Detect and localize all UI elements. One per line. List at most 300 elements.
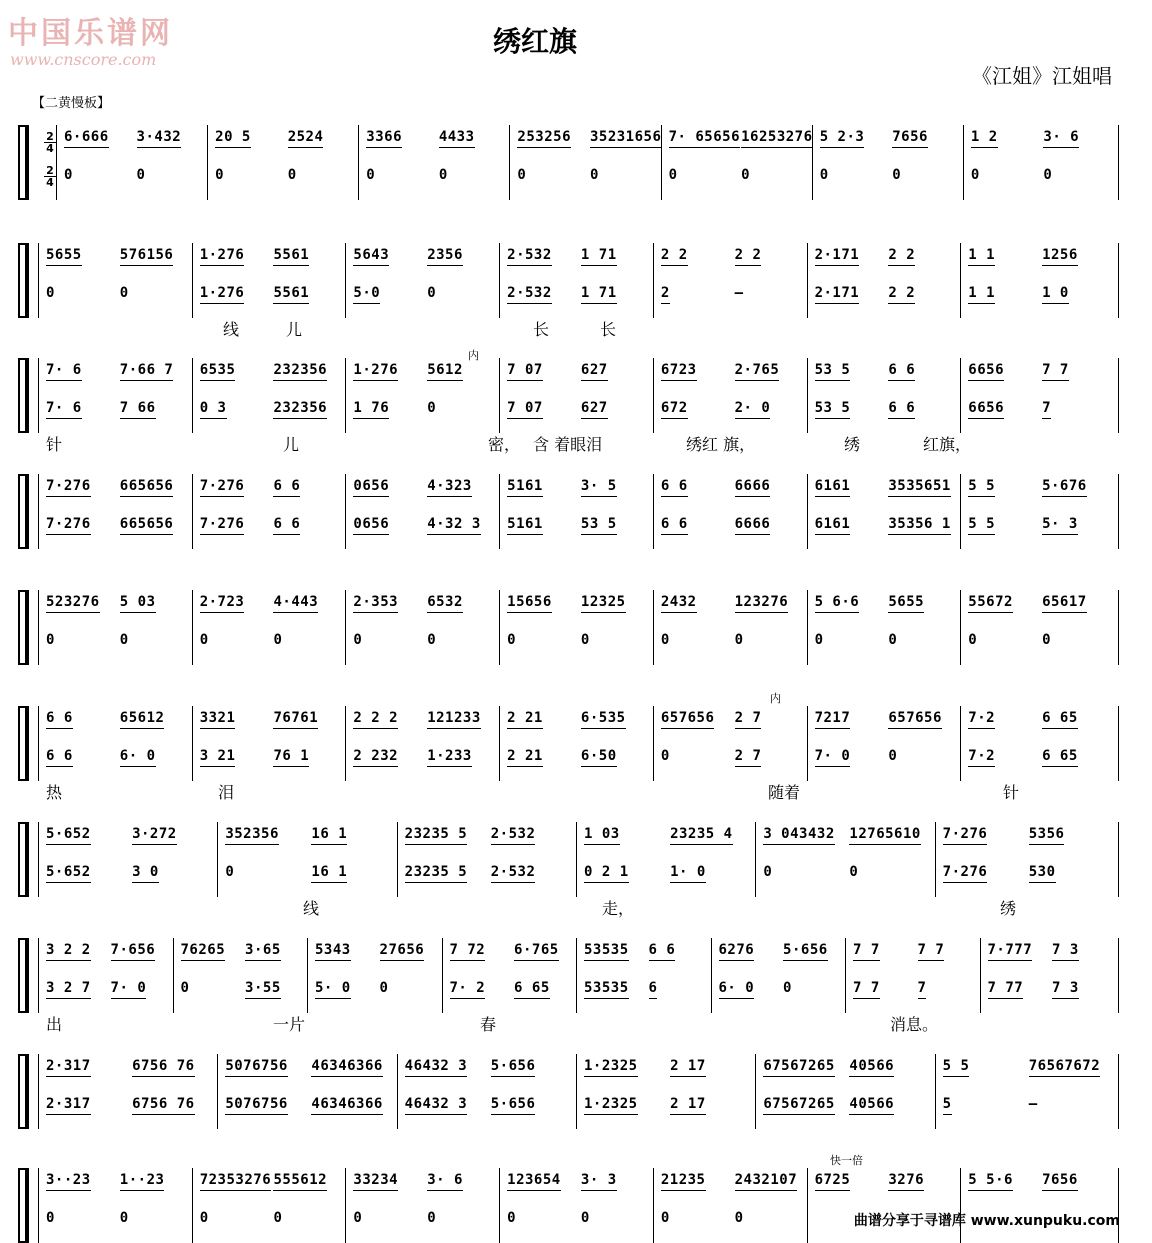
accompaniment-note-group: 5· 0 bbox=[315, 980, 351, 999]
melody-note-group: 1 03 bbox=[584, 826, 620, 845]
accompaniment-note-group: 5 bbox=[943, 1096, 952, 1115]
accompaniment-note-group: 672 bbox=[661, 400, 688, 419]
melody-note-group: 555612 bbox=[273, 1172, 327, 1191]
barline bbox=[499, 1168, 500, 1243]
accompaniment-note-group: 6 6 bbox=[273, 516, 300, 535]
system-bracket bbox=[18, 1054, 27, 1129]
accompaniment-note-group: 2· 0 bbox=[735, 400, 771, 419]
accompaniment-note-group: 7 77 bbox=[988, 980, 1024, 999]
melody-note-group: 7 7 bbox=[1042, 362, 1069, 381]
melody-note-group: 1 71 bbox=[581, 247, 617, 266]
melody-note-group: 7 72 bbox=[450, 942, 486, 961]
melody-note-group: 6723 bbox=[661, 362, 697, 381]
accompaniment-note-group: 2 2 bbox=[888, 285, 915, 304]
barline bbox=[845, 938, 846, 1013]
accompaniment-note-group: 0 bbox=[366, 167, 376, 183]
melody-note-group: 6 6 bbox=[273, 478, 300, 497]
lyric: 随着 bbox=[768, 783, 801, 802]
melody-note-group: 5·656 bbox=[491, 1058, 536, 1077]
melody-note-group: 3·65 bbox=[245, 942, 281, 961]
melody-note-group: 352356 bbox=[225, 826, 279, 845]
accompaniment-note-group: 7·276 bbox=[200, 516, 245, 535]
barline bbox=[1118, 1054, 1119, 1129]
melody-note-group: 5 5 bbox=[943, 1058, 970, 1077]
barline bbox=[653, 590, 654, 665]
barline bbox=[653, 706, 654, 781]
barline bbox=[576, 938, 577, 1013]
lyric: 泪 bbox=[218, 783, 235, 802]
score-system bbox=[18, 358, 1122, 454]
lyric: 长 bbox=[533, 320, 550, 339]
barline bbox=[807, 474, 808, 549]
accompaniment-note-group: 0 bbox=[225, 864, 235, 880]
accompaniment-note-group: 40566 bbox=[849, 1096, 894, 1115]
system-bracket bbox=[18, 1168, 27, 1243]
barline bbox=[1118, 1168, 1119, 1243]
melody-note-group: 6656 bbox=[968, 362, 1004, 381]
accompaniment-note-group: 7·276 bbox=[943, 864, 988, 883]
melody-note-group: 665656 bbox=[120, 478, 174, 497]
melody-note-group: 72353276 bbox=[200, 1172, 271, 1191]
accompaniment-note-group: 53 5 bbox=[581, 516, 617, 535]
barline bbox=[38, 590, 39, 665]
melody-note-group: 121233 bbox=[427, 710, 481, 729]
accompaniment-note-group: 0 bbox=[819, 167, 829, 183]
melody-note-group: 5643 bbox=[353, 247, 389, 266]
melody-note-group: 2·723 bbox=[200, 594, 245, 613]
barline bbox=[499, 474, 500, 549]
accompaniment-note-group: 0 bbox=[517, 167, 527, 183]
lyric: 线 bbox=[303, 899, 320, 918]
accompaniment-note-group: 0 bbox=[892, 167, 902, 183]
barline bbox=[807, 358, 808, 433]
barline bbox=[755, 1054, 756, 1129]
melody-note-group: 1·2325 bbox=[584, 1058, 638, 1077]
barline bbox=[192, 358, 193, 433]
accompaniment-note-group: 0 bbox=[734, 632, 744, 648]
barline bbox=[345, 358, 346, 433]
accompaniment-note-group: 0 bbox=[273, 1210, 283, 1226]
barline bbox=[38, 706, 39, 781]
melody-note-group: 4·443 bbox=[273, 594, 318, 613]
lyric: 出 bbox=[46, 1015, 63, 1034]
accompaniment-note-group: 6· 0 bbox=[120, 748, 156, 767]
melody-note-group: 7 3 bbox=[1052, 942, 1079, 961]
accompaniment-note-group: 6 65 bbox=[1042, 748, 1078, 767]
score-system bbox=[18, 938, 1122, 1034]
watermark-url: www.cnscore.com bbox=[10, 50, 157, 69]
melody-note-group: 123654 bbox=[507, 1172, 561, 1191]
accompaniment-note-group: 6 6 bbox=[888, 400, 915, 419]
barline bbox=[217, 822, 218, 897]
accompaniment-note-group: 0 bbox=[660, 632, 670, 648]
lyric: 儿 bbox=[286, 320, 303, 339]
barline bbox=[192, 1168, 193, 1243]
tempo-change-mark: 快一倍 bbox=[830, 1154, 863, 1167]
barline bbox=[1118, 590, 1119, 665]
melody-note-group: 3· 6 bbox=[427, 1172, 463, 1191]
melody-note-group: 53 5 bbox=[815, 362, 851, 381]
accompaniment-note-group: 0 bbox=[427, 1210, 437, 1226]
melody-note-group: 657656 bbox=[888, 710, 942, 729]
melody-note-group: 7·777 bbox=[988, 942, 1033, 961]
time-signature: 2 4 bbox=[44, 131, 56, 154]
barline bbox=[192, 706, 193, 781]
accompaniment-note-group: 6 bbox=[649, 980, 658, 999]
melody-note-group: 2 2 bbox=[735, 247, 762, 266]
accompaniment-note-group: 0 bbox=[180, 980, 190, 996]
melody-note-group: 3··23 bbox=[46, 1172, 91, 1191]
accompaniment-note-group: 6161 bbox=[815, 516, 851, 535]
barline bbox=[935, 1054, 936, 1129]
score-system bbox=[18, 590, 1122, 665]
melody-note-group: 1··23 bbox=[120, 1172, 165, 1191]
accompaniment-note-group: 2·317 bbox=[46, 1096, 91, 1115]
melody-note-group: 3535651 bbox=[888, 478, 951, 497]
barline bbox=[499, 358, 500, 433]
accompaniment-note-group: 2 7 bbox=[735, 748, 762, 767]
accompaniment-note-group: 0 bbox=[199, 632, 209, 648]
barline bbox=[755, 822, 756, 897]
melody-note-group: 3·272 bbox=[132, 826, 177, 845]
barline bbox=[960, 474, 961, 549]
accompaniment-note-group: 0 bbox=[763, 864, 773, 880]
barline bbox=[960, 243, 961, 318]
melody-note-group: 2 2 2 bbox=[353, 710, 398, 729]
accompaniment-note-group: 0 bbox=[427, 285, 437, 301]
accompaniment-note-group: 0 bbox=[438, 167, 448, 183]
melody-note-group: 23235 4 bbox=[670, 826, 733, 845]
accompaniment-note-group: 0 bbox=[734, 1210, 744, 1226]
melody-note-group: 5 03 bbox=[120, 594, 156, 613]
melody-note-group: 3 2 2 bbox=[46, 942, 91, 961]
barline bbox=[980, 938, 981, 1013]
melody-note-group: 4·323 bbox=[427, 478, 472, 497]
melody-note-group: 2·317 bbox=[46, 1058, 91, 1077]
melody-note-group: 12765610 bbox=[849, 826, 920, 845]
melody-note-group: 6276 bbox=[719, 942, 755, 961]
accompaniment-note-group: 1·2325 bbox=[584, 1096, 638, 1115]
accompaniment-note-group: 530 bbox=[1029, 864, 1056, 883]
melody-note-group: 253256 bbox=[517, 129, 571, 148]
accompaniment-note-group: 0 bbox=[273, 632, 283, 648]
accompaniment-note-group: 7· 0 bbox=[111, 980, 147, 999]
accompaniment-note-group: 0 3 bbox=[200, 400, 227, 419]
system-bracket bbox=[18, 474, 27, 549]
lyric: 线 bbox=[223, 320, 240, 339]
melody-note-group: 2 17 bbox=[670, 1058, 706, 1077]
melody-note-group: 2432107 bbox=[735, 1172, 798, 1191]
melody-note-group: 7·276 bbox=[943, 826, 988, 845]
melody-note-group: 5 2·3 bbox=[820, 129, 865, 148]
accompaniment-note-group: 0 bbox=[668, 167, 678, 183]
melody-note-group: 2·765 bbox=[735, 362, 780, 381]
barline bbox=[807, 706, 808, 781]
melody-note-group: 53535 bbox=[584, 942, 629, 961]
accompaniment-note-group: 627 bbox=[581, 400, 608, 419]
melody-note-group: 2356 bbox=[427, 247, 463, 266]
melody-note-group: 76567672 bbox=[1029, 1058, 1100, 1077]
melody-note-group: 5356 bbox=[1029, 826, 1065, 845]
melody-note-group: 4433 bbox=[439, 129, 475, 148]
accompaniment-note-group: 5·0 bbox=[353, 285, 380, 304]
accompaniment-note-group: 6·50 bbox=[581, 748, 617, 767]
melody-note-group: 5 6·6 bbox=[815, 594, 860, 613]
accompaniment-note-group: 0 bbox=[1042, 632, 1051, 648]
melody-note-group: 6·535 bbox=[581, 710, 626, 729]
accompaniment-note-group: 67567265 bbox=[763, 1096, 834, 1115]
barline bbox=[217, 1054, 218, 1129]
melody-note-group: 40566 bbox=[849, 1058, 894, 1077]
system-bracket bbox=[18, 243, 27, 318]
lyric: 针 bbox=[1003, 783, 1020, 802]
melody-note-group: 3276 bbox=[888, 1172, 924, 1191]
lyric: 绣红 旗， bbox=[686, 435, 756, 454]
melody-note-group: 7·276 bbox=[46, 478, 91, 497]
accompaniment-note-group: 0 bbox=[427, 400, 437, 416]
accompaniment-note-group: 7 7 bbox=[853, 980, 880, 999]
barline bbox=[653, 474, 654, 549]
accompaniment-note-group: 0 bbox=[46, 632, 55, 648]
melody-note-group: 3· 3 bbox=[581, 1172, 617, 1191]
melody-note-group: 576156 bbox=[120, 247, 174, 266]
score-system bbox=[18, 706, 1122, 802]
accompaniment-note-group: 5561 bbox=[273, 285, 309, 304]
barline bbox=[499, 590, 500, 665]
accompaniment-note-group: 6 6 bbox=[46, 748, 73, 767]
melody-note-group: 27656 bbox=[380, 942, 425, 961]
melody-note-group: 232356 bbox=[273, 362, 327, 381]
accompaniment-note-group: 2 232 bbox=[353, 748, 398, 767]
accompaniment-note-group: 2·532 bbox=[507, 285, 552, 304]
melody-note-group: 55672 bbox=[968, 594, 1013, 613]
accompaniment-note-group: 7 66 bbox=[120, 400, 156, 419]
accompaniment-note-group: 0 bbox=[783, 980, 792, 996]
accompaniment-note-group: 5 5 bbox=[968, 516, 995, 535]
barline bbox=[345, 706, 346, 781]
melody-note-group: 16253276 bbox=[741, 129, 812, 148]
melody-note-group: 7217 bbox=[815, 710, 851, 729]
barline bbox=[358, 125, 359, 200]
song-title: 绣红旗 bbox=[492, 25, 577, 58]
lyric: 走， bbox=[602, 899, 635, 918]
barline bbox=[38, 1054, 39, 1129]
melody-note-group: 1256 bbox=[1042, 247, 1078, 266]
melody-note-group: 46432 3 bbox=[405, 1058, 468, 1077]
accompaniment-note-group: 1 0 bbox=[1042, 285, 1069, 304]
performance-mark: 内 bbox=[468, 349, 479, 362]
melody-note-group: 2432 bbox=[661, 594, 697, 613]
accompaniment-note-group: 0 bbox=[46, 285, 55, 301]
melody-note-group: 2 7 bbox=[735, 710, 762, 729]
system-bracket bbox=[18, 590, 27, 665]
accompaniment-note-group: 0 bbox=[46, 1210, 55, 1226]
melody-note-group: 6666 bbox=[735, 478, 771, 497]
melody-note-group: 6 6 bbox=[46, 710, 73, 729]
melody-note-group: 7656 bbox=[892, 129, 928, 148]
melody-note-group: 7·66 7 bbox=[120, 362, 174, 381]
lyric: 消息。 bbox=[890, 1015, 939, 1034]
accompaniment-note-group: 0 bbox=[215, 167, 225, 183]
accompaniment-note-group: 46346366 bbox=[311, 1096, 382, 1115]
melody-note-group: 6532 bbox=[427, 594, 463, 613]
accompaniment-note-group: 3·55 bbox=[245, 980, 281, 999]
accompaniment-note-group: 0 bbox=[507, 1210, 517, 1226]
accompaniment-note-group: 1· 0 bbox=[670, 864, 706, 883]
melody-note-group: 7·2 bbox=[968, 710, 995, 729]
melody-note-group: 0656 bbox=[353, 478, 389, 497]
barline bbox=[38, 1168, 39, 1243]
accompaniment-note-group: 232356 bbox=[273, 400, 327, 419]
score-system bbox=[18, 474, 1122, 549]
melody-note-group: 76265 bbox=[181, 942, 226, 961]
accompaniment-note-group: 0 bbox=[119, 1210, 129, 1226]
melody-note-group: 3366 bbox=[366, 129, 402, 148]
lyric: 热 bbox=[46, 783, 63, 802]
melody-note-group: 6 6 bbox=[661, 478, 688, 497]
accompaniment-note-group: 7·276 bbox=[46, 516, 91, 535]
melody-note-group: 46346366 bbox=[311, 1058, 382, 1077]
score-system bbox=[18, 125, 1122, 200]
melody-note-group: 16 1 bbox=[311, 826, 347, 845]
performance-mark: 内 bbox=[770, 692, 781, 705]
melody-note-group: 33234 bbox=[353, 1172, 398, 1191]
score-system bbox=[18, 1054, 1122, 1129]
accompaniment-note-group: 7 bbox=[918, 980, 927, 999]
barline bbox=[576, 822, 577, 897]
barline bbox=[653, 243, 654, 318]
barline bbox=[173, 938, 174, 1013]
melody-note-group: 2·532 bbox=[491, 826, 536, 845]
accompaniment-note-group: 0 bbox=[353, 1210, 363, 1226]
melody-note-group: 123276 bbox=[735, 594, 789, 613]
barline bbox=[499, 243, 500, 318]
lyric: 红旗， bbox=[923, 435, 972, 454]
melody-note-group: 5161 bbox=[507, 478, 543, 497]
barline bbox=[38, 243, 39, 318]
watermark-logo: 中国乐谱网 bbox=[8, 16, 173, 51]
melody-note-group: 65617 bbox=[1042, 594, 1087, 613]
barline bbox=[397, 822, 398, 897]
accompaniment-note-group: 23235 5 bbox=[405, 864, 468, 883]
melody-note-group: 3 043432 bbox=[763, 826, 834, 845]
melody-note-group: 65612 bbox=[120, 710, 165, 729]
accompaniment-note-group: 0 bbox=[580, 1210, 590, 1226]
melody-note-group: 23235 5 bbox=[405, 826, 468, 845]
barline bbox=[192, 243, 193, 318]
lyric: 绣 bbox=[844, 435, 861, 454]
melody-note-group: 6·765 bbox=[514, 942, 559, 961]
accompaniment-note-group: 3 0 bbox=[132, 864, 159, 883]
lyric: 密， bbox=[488, 435, 521, 454]
accompaniment-note-group: 6· 0 bbox=[719, 980, 755, 999]
lyric: 长 bbox=[600, 320, 617, 339]
barline bbox=[397, 1054, 398, 1129]
score-system bbox=[18, 1168, 1122, 1243]
melody-note-group: 7 7 bbox=[853, 942, 880, 961]
melody-note-group: 7 7 bbox=[918, 942, 945, 961]
barline bbox=[807, 590, 808, 665]
melody-note-group: 1 1 bbox=[968, 247, 995, 266]
accompaniment-note-group: 6666 bbox=[735, 516, 771, 535]
accompaniment-note-group: 3 21 bbox=[200, 748, 236, 767]
melody-note-group: 21235 bbox=[661, 1172, 706, 1191]
accompaniment-note-group: 2 bbox=[661, 285, 670, 304]
melody-note-group: 3· 5 bbox=[581, 478, 617, 497]
melody-note-group: 1 2 bbox=[971, 129, 998, 148]
barline bbox=[960, 706, 961, 781]
barline bbox=[345, 590, 346, 665]
melody-note-group: 2·532 bbox=[507, 247, 552, 266]
accompaniment-note-group: 0 bbox=[1043, 167, 1053, 183]
accompaniment-note-group: 0 bbox=[64, 167, 73, 183]
barline bbox=[345, 474, 346, 549]
barline bbox=[1118, 358, 1119, 433]
accompaniment-note-group: 0 bbox=[888, 748, 898, 764]
accompaniment-note-group: 0 bbox=[427, 632, 437, 648]
melody-note-group: 2 2 bbox=[888, 247, 915, 266]
accompaniment-note-group: 6756 76 bbox=[132, 1096, 195, 1115]
accompaniment-note-group: 0 bbox=[741, 167, 751, 183]
melody-note-group: 7·276 bbox=[200, 478, 245, 497]
lyric: 春 bbox=[480, 1015, 497, 1034]
barline bbox=[1118, 243, 1119, 318]
accompaniment-note-group: 46432 3 bbox=[405, 1096, 468, 1115]
barline bbox=[1118, 706, 1119, 781]
melody-note-group: 67567265 bbox=[763, 1058, 834, 1077]
barline bbox=[38, 474, 39, 549]
footer-credit: 曲谱分享于寻谱库 www.xunpuku.com bbox=[853, 1213, 1120, 1229]
melody-note-group: 6535 bbox=[200, 362, 236, 381]
melody-note-group: 6725 bbox=[815, 1172, 851, 1191]
lyric: 含 着眼泪 bbox=[533, 435, 603, 454]
accompaniment-note-group: 665656 bbox=[120, 516, 174, 535]
melody-note-group: 2·171 bbox=[815, 247, 860, 266]
melody-note-group: 3321 bbox=[200, 710, 236, 729]
accompaniment-note-group: 0 bbox=[814, 632, 824, 648]
melody-note-group: 5·676 bbox=[1042, 478, 1087, 497]
melody-note-group: 2 2 bbox=[661, 247, 688, 266]
score-system bbox=[18, 822, 1122, 918]
melody-note-group: 76761 bbox=[273, 710, 318, 729]
accompaniment-note-group: 0 bbox=[119, 285, 129, 301]
barline bbox=[509, 125, 510, 200]
barline bbox=[345, 1168, 346, 1243]
accompaniment-note-group: 0 bbox=[379, 980, 389, 996]
accompaniment-note-group: 0 bbox=[849, 864, 859, 880]
barline bbox=[38, 358, 39, 433]
barline bbox=[653, 358, 654, 433]
system-bracket bbox=[18, 938, 27, 1013]
system-bracket bbox=[18, 706, 27, 781]
melody-note-group: 6 65 bbox=[1042, 710, 1078, 729]
melody-note-group: 5076756 bbox=[225, 1058, 288, 1077]
accompaniment-note-group: 1 1 bbox=[968, 285, 995, 304]
accompaniment-note-group: 2·171 bbox=[815, 285, 860, 304]
barline bbox=[807, 243, 808, 318]
melody-note-group: 1·276 bbox=[353, 362, 398, 381]
accompaniment-note-group: 7 07 bbox=[507, 400, 543, 419]
barline bbox=[807, 1168, 808, 1243]
melody-note-group: 5·656 bbox=[783, 942, 828, 961]
accompaniment-note-group: 53535 bbox=[584, 980, 629, 999]
barline bbox=[499, 706, 500, 781]
barline bbox=[711, 938, 712, 1013]
melody-note-group: 5612 bbox=[427, 362, 463, 381]
accompaniment-note-group: 6656 bbox=[968, 400, 1004, 419]
accompaniment-note-group: 4·32 3 bbox=[427, 516, 481, 535]
accompaniment-note-group: 7· 2 bbox=[450, 980, 486, 999]
